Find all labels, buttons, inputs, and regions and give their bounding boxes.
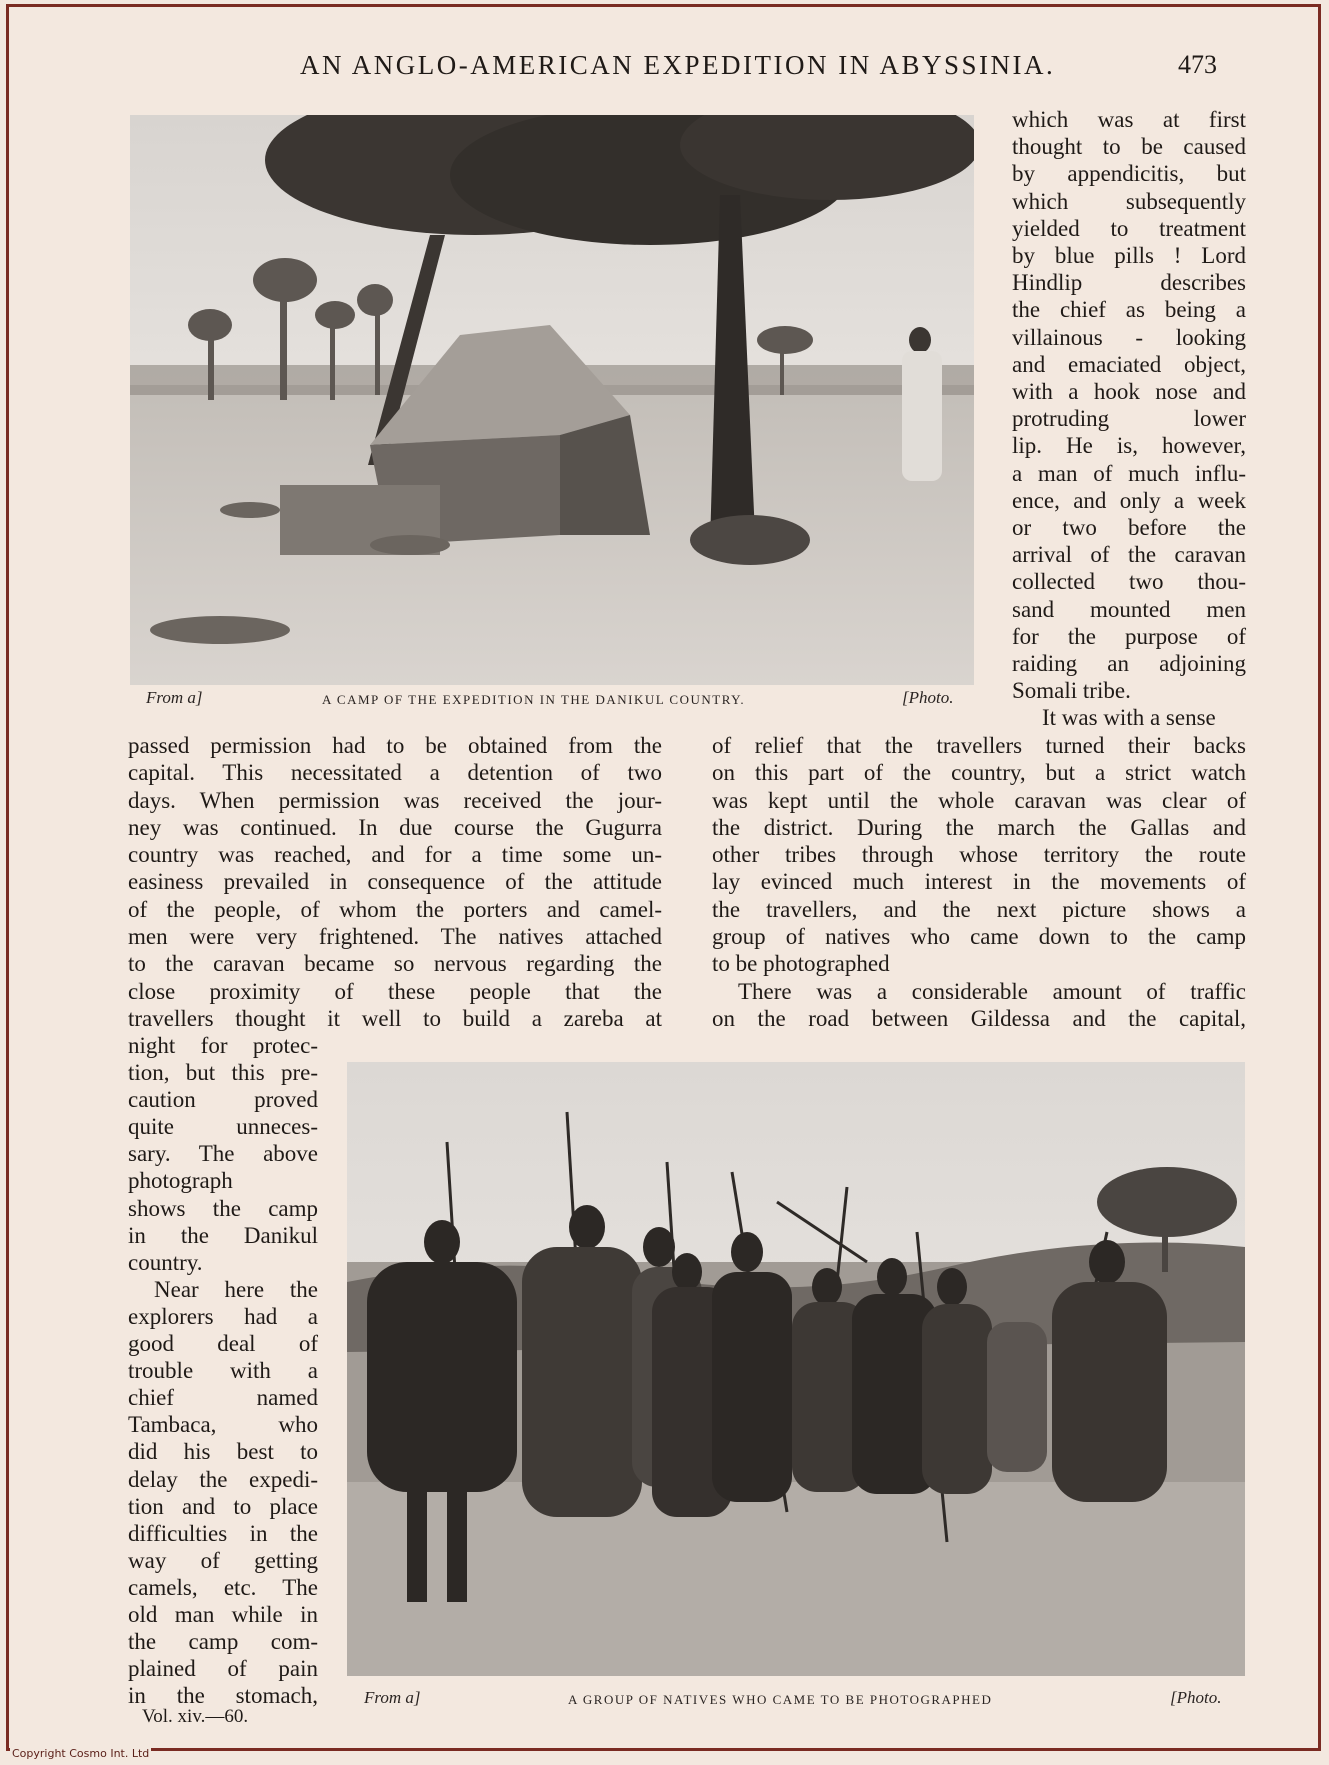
- text-line: Somali tribe.: [1012, 678, 1131, 704]
- text-line: delay the expedi-: [128, 1466, 318, 1492]
- text-line: in the Danikul: [128, 1222, 318, 1248]
- text-line: did his best to: [128, 1439, 318, 1465]
- text-line: villainous - looking: [1012, 324, 1246, 350]
- text-line: raiding an adjoining: [1012, 651, 1246, 677]
- volume-footer: Vol. xiv.—60.: [142, 1706, 249, 1727]
- figure-bottom-caption-photo: [Photo.: [1170, 1688, 1222, 1707]
- text-line: by blue pills ! Lord: [1012, 243, 1246, 269]
- text-line: tion and to place: [128, 1493, 318, 1519]
- figure-top-caption-photo: [Photo.: [902, 688, 954, 707]
- text-line: the camp com-: [128, 1629, 318, 1655]
- text-line: camels, etc. The: [128, 1574, 318, 1600]
- text-line: group of natives who came down to the camp: [712, 924, 1246, 950]
- text-line: which was at first: [1012, 107, 1246, 132]
- text-line: travellers thought it well to build a zareba at: [128, 1005, 662, 1031]
- text-line: explorers had a: [128, 1303, 318, 1329]
- text-line: lay evinced much interest in the movements of: [712, 869, 1246, 895]
- text-line: ney was continued. In due course the Gugurra: [128, 814, 662, 840]
- text-line: There was a considerable amount of traffic: [738, 978, 1246, 1004]
- text-line: the travellers, and the next picture shows a: [712, 896, 1246, 922]
- natives-photograph: [347, 1062, 1245, 1676]
- text-line: Tambaca, who: [128, 1412, 318, 1438]
- text-line: sary. The above: [128, 1141, 318, 1167]
- text-line: on the road between Gildessa and the capital,: [712, 1005, 1246, 1031]
- text-line: which subsequently: [1012, 188, 1246, 214]
- text-line: night for protec-: [128, 1033, 318, 1058]
- text-line: good deal of: [128, 1331, 318, 1357]
- text-line: arrival of the caravan: [1012, 542, 1246, 568]
- text-line: to be photographed: [712, 951, 890, 977]
- text-line: of the people, of whom the porters and camel-: [128, 896, 662, 922]
- column-bottom-left: [128, 1032, 318, 1709]
- text-line: plained of pain: [128, 1656, 318, 1682]
- text-line: in the stomach,: [128, 1683, 318, 1709]
- text-line: ence, and only a week: [1012, 487, 1246, 513]
- text-line: thought to be caused: [1012, 134, 1246, 160]
- text-line: for the purpose of: [1012, 623, 1246, 649]
- text-line: a man of much influ-: [1012, 460, 1246, 486]
- text-line: photograph: [128, 1168, 233, 1194]
- text-line: lip. He is, however,: [1012, 433, 1246, 459]
- text-line: and emaciated object,: [1012, 351, 1246, 377]
- camp-photograph: [130, 115, 974, 685]
- text-line: trouble with a: [128, 1358, 318, 1384]
- text-line: close proximity of these people that the: [128, 978, 662, 1004]
- column-middle-left: [128, 732, 662, 1032]
- text-line: or two before the: [1012, 515, 1246, 541]
- text-line: Near here the: [154, 1276, 318, 1302]
- text-line: caution proved: [128, 1087, 318, 1113]
- figure-top-caption-source: From a]: [146, 688, 203, 707]
- text-line: the chief as being a: [1012, 297, 1246, 323]
- figure-bottom-caption: A GROUP OF NATIVES WHO CAME TO BE PHOTOGRAPHED: [568, 1692, 993, 1707]
- text-line: by appendicitis, but: [1012, 161, 1246, 187]
- text-line: tion, but this pre-: [128, 1060, 318, 1086]
- column-top-right: [1012, 106, 1246, 732]
- text-line: the district. During the march the Gallas and: [712, 814, 1246, 840]
- text-line: on this part of the country, but a strict watch: [712, 760, 1246, 786]
- text-line: yielded to treatment: [1012, 215, 1246, 241]
- text-line: capital. This necessitated a detention of two: [128, 760, 662, 786]
- text-line: collected two thou-: [1012, 569, 1246, 595]
- text-line: shows the camp: [128, 1195, 318, 1221]
- text-line: passed permission had to be obtained from the: [128, 733, 662, 758]
- page-number: 473: [1178, 50, 1217, 79]
- text-line: with a hook nose and: [1012, 379, 1246, 405]
- text-line: old man while in: [128, 1601, 318, 1627]
- text-line: to the caravan became so nervous regarding the: [128, 951, 662, 977]
- text-line: sand mounted men: [1012, 596, 1246, 622]
- text-line: of relief that the travellers turned their backs: [712, 733, 1246, 758]
- text-line: It was with a sense: [1042, 705, 1216, 731]
- text-line: days. When permission was received the jour-: [128, 787, 662, 813]
- copyright-notice: Copyright Cosmo Int. Ltd: [12, 1747, 150, 1760]
- running-header-title: AN ANGLO-AMERICAN EXPEDITION IN ABYSSINIA.: [300, 50, 1056, 80]
- text-line: was kept until the whole caravan was clear of: [712, 787, 1246, 813]
- text-line: easiness prevailed in consequence of the attitude: [128, 869, 662, 895]
- text-line: difficulties in the: [128, 1520, 318, 1546]
- text-line: way of getting: [128, 1547, 318, 1573]
- figure-bottom-caption-source: From a]: [364, 1688, 421, 1707]
- text-line: country was reached, and for a time some un-: [128, 842, 662, 868]
- text-line: chief named: [128, 1385, 318, 1411]
- text-line: men were very frightened. The natives attached: [128, 924, 662, 950]
- text-line: Hindlip describes: [1012, 270, 1246, 296]
- figure-top-caption: A CAMP OF THE EXPEDITION IN THE DANIKUL COUNTRY.: [322, 692, 746, 707]
- text-line: other tribes through whose territory the route: [712, 842, 1246, 868]
- text-line: quite unneces-: [128, 1114, 318, 1140]
- text-line: protruding lower: [1012, 406, 1246, 432]
- column-middle-right: [712, 732, 1246, 1032]
- text-line: country.: [128, 1249, 203, 1275]
